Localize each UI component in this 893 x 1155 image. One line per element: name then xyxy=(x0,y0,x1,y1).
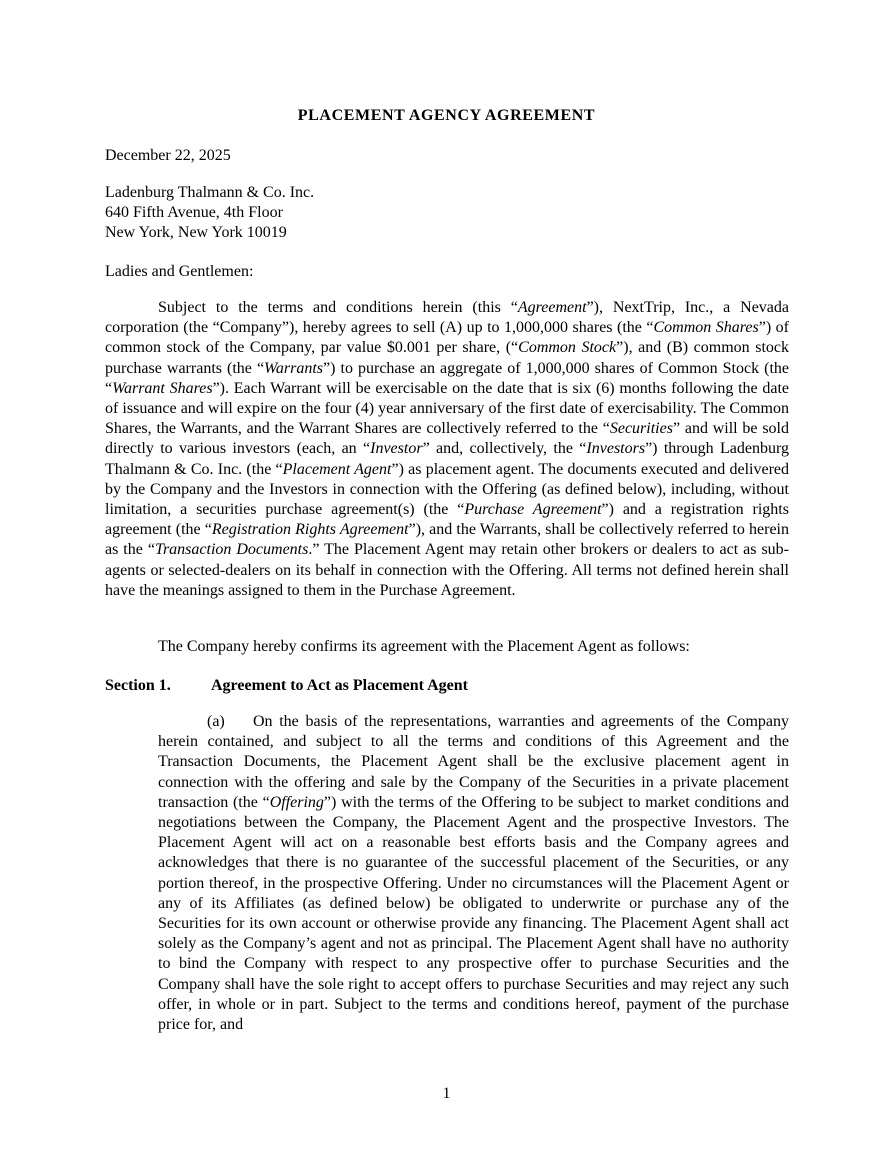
defined-term: Common Stock xyxy=(518,339,617,357)
intro-text: ”), NextTrip, Inc., a Nevada corporation (the “Company”), hereby agrees to sell (A) up to 1,000,000 shares (the “ xyxy=(105,299,789,337)
intro-paragraph xyxy=(105,298,789,601)
confirm-paragraph: The Company hereby confirms its agreement with the Placement Agent as follows: xyxy=(158,638,690,655)
section-number: Section 1. xyxy=(105,677,171,694)
defined-term: Warrants xyxy=(264,359,324,377)
defined-term: Common Shares xyxy=(653,319,759,337)
intro-text: .” The Placement Agent may retain other brokers or dealers to act as sub-agents or selected-dealers on its behalf in connection with the Offering. All terms not defined herein shall have the meanings assigned to them in the Purchase Agreement. xyxy=(105,541,790,599)
defined-term: Offering xyxy=(269,793,324,811)
intro-text: ”) of common stock of the Company, par value $0.001 per share, (“ xyxy=(105,319,790,357)
defined-term: Purchase Agreement xyxy=(464,501,602,519)
intro-text: ”) to purchase an aggregate of 1,000,000 shares of Common Stock (the “ xyxy=(105,359,789,397)
section-title: Agreement to Act as Placement Agent xyxy=(211,677,468,694)
subsection-text: ”) with the terms of the Offering to be subject to market conditions and negotiations between the Company, the Placement Agent and the prospective Investors. The Placement Agent will act on a reasonable best efforts basis and the Company agrees and acknowledges that there is no guarantee of the successful placement of the Securities, or any portion thereof, in the prospective Offering. Under no circumstances will the Placement Agent or any of its Affiliates (as defined below) be obligated to underwrite or purchase any of the Securities for its own account or otherwise provide any financing. The Placement Agent shall act solely as the Company’s agent and not as principal. The Placement Agent shall have no authority to bind the Company with respect to any prospective offer to purchase Securities and the Company shall have the sole right to accept offers to purchase Securities and may reject any such offer, in whole or in part. Subject to the terms and conditions hereof, payment of the purchase price for, and xyxy=(158,793,790,1034)
addressee-name: Ladenburg Thalmann & Co. Inc. xyxy=(105,184,315,201)
defined-term: Investor xyxy=(370,440,423,458)
intro-text: Subject to the terms and conditions herein (this “ xyxy=(158,299,518,316)
intro-text: ”), and (B) common stock purchase warrants (the “ xyxy=(105,339,790,377)
intro-text: ” and, collectively, the “ xyxy=(422,440,587,458)
salutation: Ladies and Gentlemen: xyxy=(105,263,254,280)
defined-term: Placement Agent xyxy=(282,460,392,478)
defined-term: Agreement xyxy=(517,299,587,316)
subsection-label: (a) xyxy=(207,713,225,730)
agreement-date: December 22, 2025 xyxy=(105,147,231,164)
defined-term: Registration Rights Agreement xyxy=(211,521,409,539)
defined-term: Transaction Documents xyxy=(154,541,309,559)
intro-text: ” and will be sold directly to various investors (each, an “ xyxy=(105,420,789,458)
defined-term: Securities xyxy=(609,420,673,438)
document-title: PLACEMENT AGENCY AGREEMENT xyxy=(297,107,596,124)
intro-text: ”) as placement agent. The documents executed and delivered by the Company and the Investors in connection with the Offering (as defined below), including, without limitation, a securities purchase agreement(s) (the “ xyxy=(105,460,790,519)
intro-text: ”). Each Warrant will be exercisable on the date that is six (6) months following the date of issuance and will expire on the four (4) year anniversary of the first date of exercisability. The Common Shares, the Warrants, and the Warrant Shares are collectively referred to the “ xyxy=(105,379,790,438)
subsection-text: On the basis of the representations, warranties and agreements of the Company herein contained, and subject to all the terms and conditions of this Agreement and the Transaction Documents, the Placement Agent shall be the exclusive placement agent in connection with the offering and sale by the Company of the Securities in a private placement transaction (the “ xyxy=(158,713,789,811)
page-number: 1 xyxy=(442,1085,451,1102)
defined-term: Investors xyxy=(586,440,646,458)
addressee-block xyxy=(105,183,314,243)
addressee-city: New York, New York 10019 xyxy=(105,224,287,241)
intro-text: ”) and a registration rights agreement (the “ xyxy=(105,501,789,539)
intro-text: ”), and the Warrants, shall be collectively referred to herein as the “ xyxy=(105,521,789,559)
section-heading xyxy=(105,676,468,696)
intro-text: ”) through Ladenburg Thalmann & Co. Inc. (the “ xyxy=(105,440,789,478)
defined-term: Warrant Shares xyxy=(112,379,213,397)
addressee-street: 640 Fifth Avenue, 4th Floor xyxy=(105,204,283,221)
subsection-a-paragraph xyxy=(158,712,789,1035)
